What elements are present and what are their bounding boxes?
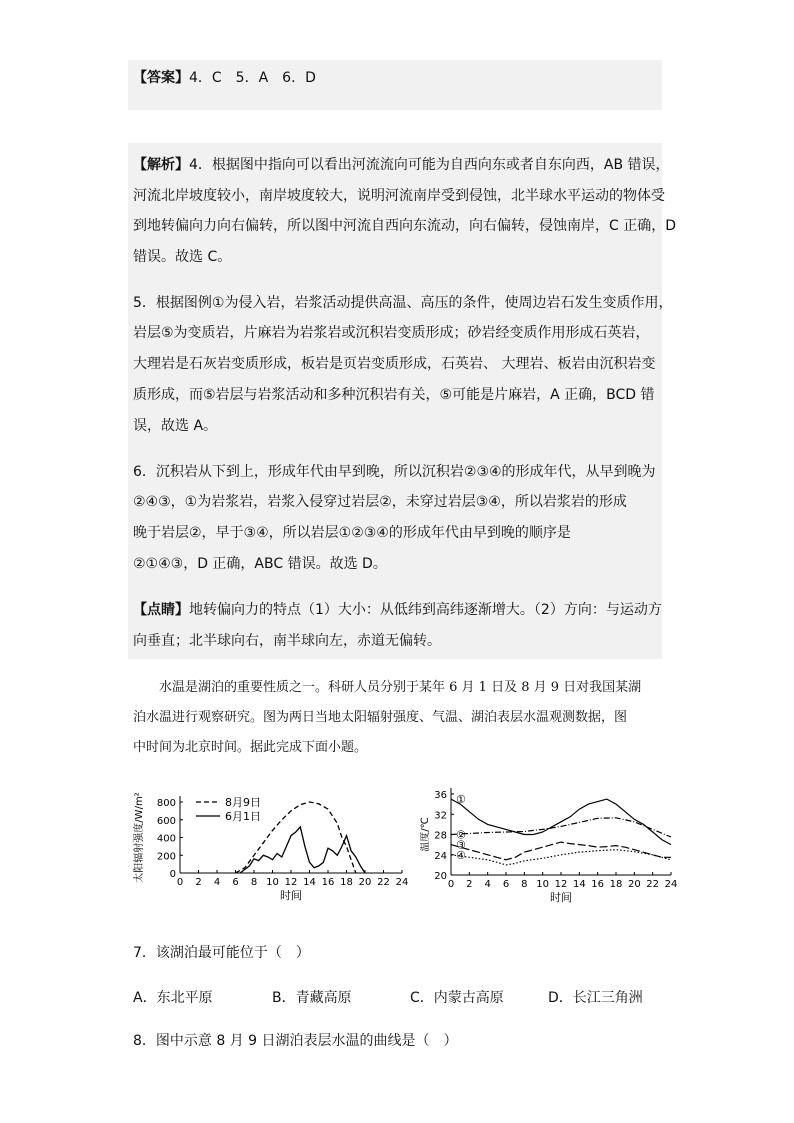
y-tick-label: 400	[156, 833, 176, 845]
x-tick-label: 12	[284, 877, 298, 888]
x-tick-label: 8	[521, 879, 528, 890]
intro-line-2: 泊水温进行观察研究。图为两日当地太阳辐射强度、气温、湖泊表层水温观测数据，图	[133, 710, 628, 725]
x-tick-label: 18	[340, 877, 353, 888]
temperature-chart	[420, 782, 690, 912]
x-tick-label: 16	[321, 877, 335, 888]
x-tick-label: 20	[627, 879, 641, 890]
answer-line	[133, 68, 316, 88]
question-7: 7．该湖泊最可能位于（ ）	[133, 945, 310, 961]
q6-line-3: 晚于岩层②，早于③④，所以岩层①②③④的形成年代由早到晚的顺序是	[133, 525, 571, 541]
series-label: ④	[456, 848, 466, 862]
intro-line-1: 水温是湖泊的重要性质之一。科研人员分别于某年 6 月 1 日及 8 月 9 日对我国某湖	[133, 680, 642, 695]
x-tick-label: 22	[646, 879, 660, 890]
analysis-line-2: 河流北岸坡度较小，南岸坡度较大，说明河流南岸受到侵蚀，北半球水平运动的物体受	[133, 188, 665, 204]
x-tick-label: 20	[358, 877, 372, 888]
x-tick-label: 10	[266, 877, 279, 888]
x-tick-label: 2	[466, 879, 473, 890]
y-tick-label: 20	[434, 871, 447, 882]
q7-option-b[interactable]: B．青藏高原	[272, 990, 352, 1006]
series-line-3	[451, 842, 671, 860]
legend-label: 8月9日	[225, 796, 261, 809]
series-line-2	[240, 827, 365, 873]
tip-text: 地转偏向力的特点（1）大小：从低纬到高纬逐渐增大。（2）方向：与运动方	[189, 602, 662, 618]
q5-line-4: 质形成，而⑤岩层与岩浆活动和多种沉积岩有关，⑤可能是片麻岩，A 正确，BCD 错	[133, 387, 655, 403]
x-tick-label: 0	[176, 877, 184, 888]
y-tick-label: 28	[434, 830, 447, 842]
x-tick-label: 10	[536, 879, 550, 890]
y-tick-label: 200	[156, 851, 176, 863]
legend-label: 6月1日	[225, 810, 261, 823]
analysis-line-3: 到地转偏向力向右偏转，所以图中河流自西向东流动，向右偏转，侵蚀南岸，C 正确，D	[133, 218, 677, 234]
analysis-line-4: 错误。故选 C。	[133, 249, 232, 265]
x-tick-label: 4	[213, 877, 221, 888]
y-tick-label: 24	[434, 850, 447, 862]
x-axis-label: 时间	[280, 889, 302, 902]
tip-line-1	[133, 600, 662, 620]
y-tick-label: 800	[156, 798, 176, 809]
solar-radiation-chart	[130, 782, 410, 912]
x-tick-label: 24	[395, 877, 409, 888]
x-tick-label: 22	[377, 877, 390, 888]
answer-text: 4．C 5．A 6．D	[189, 70, 316, 86]
series-line-4	[451, 850, 671, 865]
analysis-line-1	[133, 155, 670, 175]
q5-line-2: 岩层⑤为变质岩，片麻岩为岩浆岩或沉积岩变质形成；砂岩经变质作用形成石英岩，	[133, 325, 650, 341]
q5-line-3: 大理岩是石灰岩变质形成，板岩是页岩变质形成，石英岩、 大理岩、板岩由沉积岩变	[133, 356, 656, 372]
q6-line-2: ②④③，①为岩浆岩，岩浆入侵穿过岩层②，未穿过岩层③④，所以岩浆岩的形成	[133, 494, 627, 510]
y-tick-label: 600	[156, 815, 176, 827]
y-tick-label: 0	[169, 869, 176, 880]
x-tick-label: 2	[195, 877, 202, 888]
analysis-text: 4．根据图中指向可以看出河流流向可能为自西向东或者自东向西，AB 错误，	[189, 157, 670, 173]
x-tick-label: 14	[303, 877, 316, 888]
q7-option-c[interactable]: C．内蒙古高原	[410, 990, 504, 1006]
x-tick-label: 14	[572, 879, 586, 890]
answer-tag: 【答案】	[133, 70, 189, 86]
x-tick-label: 18	[609, 879, 623, 890]
y-axis-label: 太阳辐射强度/W/m²	[134, 792, 145, 883]
series-line-1	[451, 799, 671, 845]
x-tick-label: 0	[447, 879, 455, 890]
q6-line-1: 6．沉积岩从下到上，形成年代由早到晚，所以沉积岩②③④的形成年代，从早到晚为	[133, 464, 656, 480]
intro-line-3: 中时间为北京时间。据此完成下面小题。	[133, 740, 368, 755]
series-label: ③	[456, 838, 466, 852]
x-tick-label: 6	[502, 879, 510, 890]
q7-option-d[interactable]: D．长江三角洲	[548, 990, 643, 1006]
x-tick-label: 4	[484, 879, 491, 890]
y-tick-label: 36	[434, 790, 447, 801]
tip-tag: 【点睛】	[133, 602, 189, 618]
x-tick-label: 12	[554, 879, 568, 890]
y-axis-label: 温度/℃	[420, 817, 431, 852]
analysis-tag: 【解析】	[133, 157, 189, 173]
q7-option-a[interactable]: A．东北平原	[133, 990, 213, 1006]
y-tick-label: 32	[434, 810, 447, 822]
series-label: ②	[456, 828, 466, 842]
series-label: ①	[456, 793, 466, 807]
x-tick-label: 8	[250, 877, 258, 888]
q6-line-4: ②①④③，D 正确，ABC 错误。故选 D。	[133, 556, 387, 572]
x-tick-label: 16	[591, 879, 605, 890]
question-8: 8．图中示意 8 月 9 日湖泊表层水温的曲线是（ ）	[133, 1033, 458, 1049]
x-tick-label: 24	[664, 879, 678, 890]
x-axis-label: 时间	[550, 891, 572, 904]
q5-line-5: 误，故选 A。	[133, 418, 218, 434]
q5-line-1: 5．根据图例①为侵入岩，岩浆活动提供高温、高压的条件，使周边岩石发生变质作用，	[133, 295, 673, 311]
x-tick-label: 6	[232, 877, 239, 888]
tip-line-2: 向垂直；北半球向右，南半球向左，赤道无偏转。	[133, 633, 441, 649]
